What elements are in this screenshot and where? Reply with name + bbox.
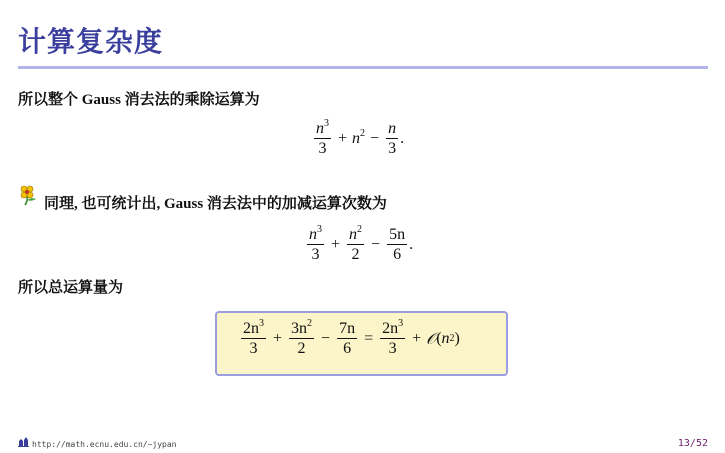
ecnu-logo-icon <box>18 436 29 447</box>
paragraph-addition: 同理, 也可统计出, Gauss 消去法中的加减运算次数为 <box>44 196 387 212</box>
fraction-n-over-3: $\frac{n}{3}$ <box>388 120 397 157</box>
fraction-n-cubed-over-3: $\frac{n^3}{3}$ <box>309 224 322 263</box>
footer-url-link[interactable]: http://math.ecnu.edu.cn/~jypan <box>32 440 177 449</box>
title-underline <box>18 66 708 69</box>
fraction-n-cubed-over-3: $\frac{n^3}{3}$ <box>316 118 329 157</box>
paragraph-multiplication: 所以整个 Gauss 消去法的乘除运算为 <box>18 92 260 108</box>
fraction-2n-cubed-over-3: $\frac{2n^3}{3}$ <box>243 318 264 357</box>
paragraph-total: 所以总运算量为 <box>18 280 124 296</box>
fraction-5n-over-6: $\frac{5n}{6}$ <box>389 226 406 263</box>
page-number: 13/52 <box>677 438 708 449</box>
slide-title: 计算复杂度 <box>18 27 164 58</box>
formula-multiplications: $\frac{n^3}{3}$ + $n^2$ − $\frac{n}{3}$ . <box>316 118 405 157</box>
fraction-n-squared-over-2: $\frac{n^2}{2}$ <box>349 224 363 263</box>
flower-icon <box>18 184 40 206</box>
formula-total: $\frac{2n^3}{3}$ + $\frac{3n^2}{2}$ − $\frac{7n}{6}$ = $\frac{2n^3}{3}$ + 𝒪 ( n 2 ) <box>243 318 460 357</box>
fraction-2n-cubed-over-3-result: $\frac{2n^3}{3}$ <box>382 318 404 357</box>
fraction-7n-over-6: $\frac{7n}{6}$ <box>339 320 356 357</box>
formula-additions: $\frac{n^3}{3}$ + $\frac{n^2}{2}$ − $\frac{5n}{6}$ . <box>309 224 414 263</box>
fraction-3n-squared-over-2: $\frac{3n^2}{2}$ <box>291 318 313 357</box>
